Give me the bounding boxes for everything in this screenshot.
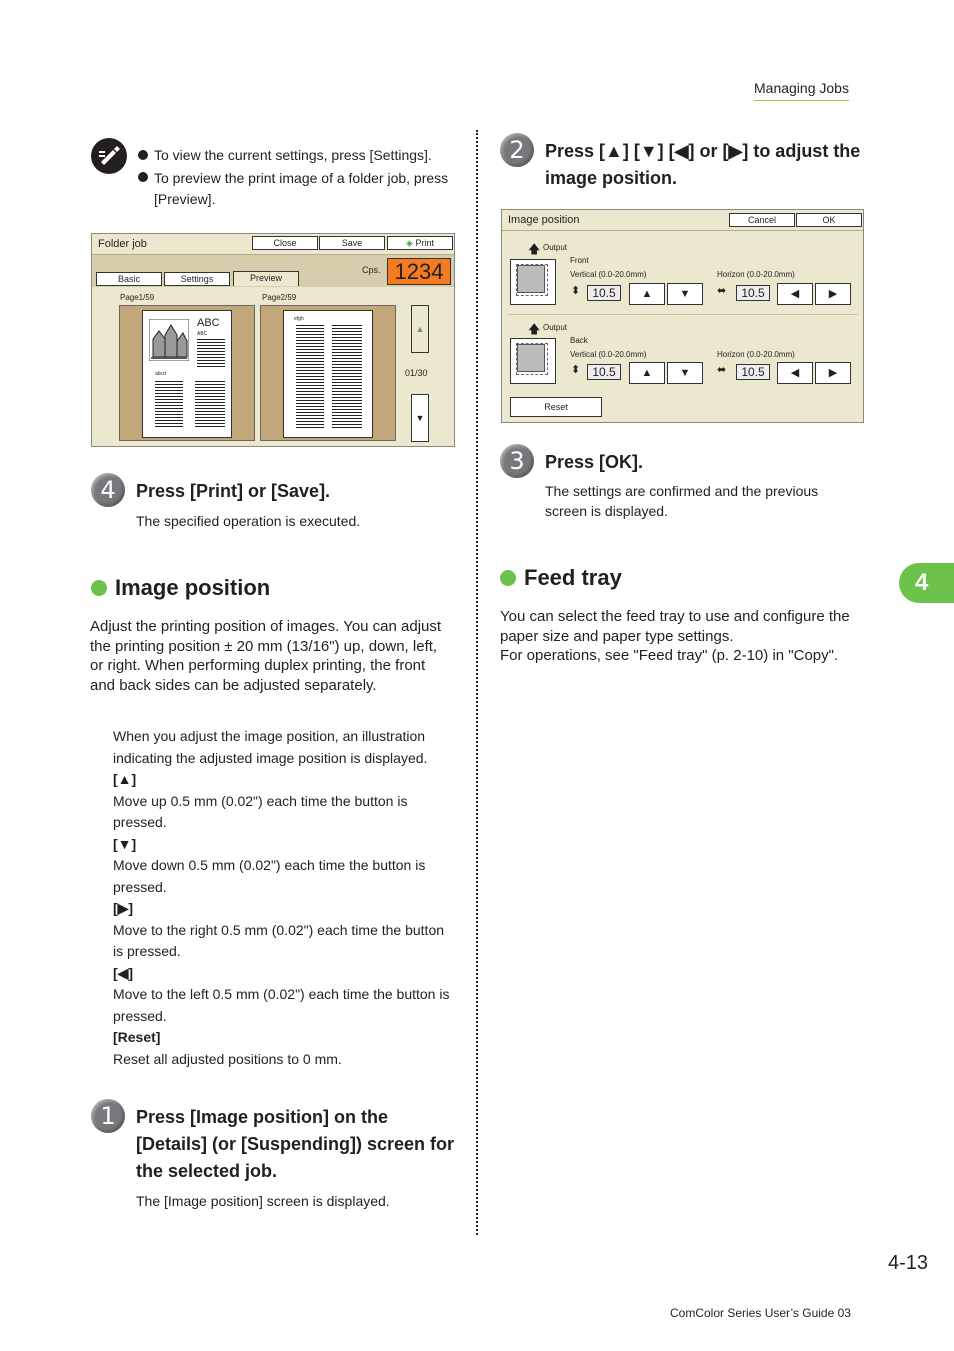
back-label: Back xyxy=(570,336,588,345)
horizon-label: Horizon (0.0-20.0mm) xyxy=(717,350,795,359)
front-up-button[interactable]: ▲ xyxy=(629,283,665,305)
text-lines xyxy=(332,325,362,429)
thumb-small-text: ABC xyxy=(197,331,208,337)
step-title: Press [OK]. xyxy=(545,452,644,472)
item-list xyxy=(113,726,455,1070)
screen-title: Image position xyxy=(508,214,580,226)
front-left-button[interactable]: ◀ xyxy=(777,283,813,305)
thumb-caption: abcd xyxy=(155,371,166,377)
front-illustration xyxy=(510,259,556,305)
output-label: Output xyxy=(543,323,568,332)
folder-job-screen xyxy=(91,233,455,447)
tab-preview[interactable]: Preview xyxy=(233,271,299,286)
horizon-label: Horizon (0.0-20.0mm) xyxy=(717,270,795,279)
output-arrow-icon: 🡅 xyxy=(528,242,541,256)
item-label: [▲] xyxy=(113,771,137,787)
vertical-icon: ⬍ xyxy=(571,364,581,376)
vertical-label: Vertical (0.0-20.0mm) xyxy=(570,350,647,359)
tip-icon xyxy=(91,138,127,174)
page1-label: Page1/59 xyxy=(120,293,155,302)
step-title: Press [Print] or [Save]. xyxy=(136,481,331,501)
step-number: 3 xyxy=(500,444,534,478)
close-button[interactable]: Close xyxy=(252,236,318,250)
step-description: The [Image position] screen is displayed. xyxy=(136,1193,390,1209)
page1-frame xyxy=(119,305,255,441)
step-description: The specified operation is executed. xyxy=(136,513,361,529)
page-down-button[interactable]: ▼ xyxy=(411,394,429,442)
page1-thumbnail xyxy=(142,310,232,438)
section-heading: Feed tray xyxy=(524,565,622,590)
tab-basic[interactable]: Basic xyxy=(96,272,162,286)
text-lines xyxy=(197,339,225,369)
back-up-button[interactable]: ▲ xyxy=(629,362,665,384)
step-description: The settings are confirmed and the previous screen is displayed. xyxy=(545,483,819,519)
cancel-button[interactable]: Cancel xyxy=(729,213,795,227)
save-button[interactable]: Save xyxy=(319,236,385,250)
screen-title: Folder job xyxy=(98,238,147,250)
item-label: [◀] xyxy=(113,964,134,981)
page2-thumbnail xyxy=(283,310,373,438)
reset-button[interactable]: Reset xyxy=(510,397,602,417)
print-label: Print xyxy=(415,238,434,248)
tip-text: To preview the print image of a folder job, press [Preview]. xyxy=(154,170,449,207)
step-number: 4 xyxy=(91,473,125,507)
item-label: [▼] xyxy=(113,835,137,852)
print-button[interactable] xyxy=(387,236,453,250)
item-label: [▶] xyxy=(113,900,134,916)
tab-settings[interactable]: Settings xyxy=(164,272,230,286)
front-down-button[interactable]: ▼ xyxy=(667,283,703,305)
text-lines xyxy=(195,381,225,427)
back-right-button[interactable]: ▶ xyxy=(815,362,851,384)
row-divider xyxy=(508,314,858,315)
section-heading: Image position xyxy=(115,575,271,600)
back-illustration xyxy=(510,338,556,384)
front-right-button[interactable]: ▶ xyxy=(815,283,851,305)
thumb-heading: ABC xyxy=(197,317,220,329)
step-number: 2 xyxy=(500,133,534,167)
text-lines xyxy=(296,325,324,429)
page-counter: 01/30 xyxy=(405,368,428,378)
vertical-icon: ⬍ xyxy=(571,285,581,297)
back-left-button[interactable]: ◀ xyxy=(777,362,813,384)
horizon-icon: ⬌ xyxy=(717,285,727,297)
thumb-caption: efgh xyxy=(294,316,304,322)
image-position-screen xyxy=(501,209,864,423)
item-desc: Reset all adjusted positions to 0 mm. xyxy=(113,1050,342,1067)
page-number: 4-13 xyxy=(888,1252,929,1274)
step-number: 1 xyxy=(91,1099,125,1133)
horizon-icon: ⬌ xyxy=(717,364,727,376)
item-desc: Move to the right 0.5 mm (0.02") each time the button is pressed. xyxy=(113,921,445,959)
back-down-button[interactable]: ▼ xyxy=(667,362,703,384)
chapter-tab: 4 xyxy=(899,563,954,603)
ok-button[interactable]: OK xyxy=(796,213,862,227)
feed-tray-text: You can select the feed tray to use and configure the paper size and paper type settings. xyxy=(500,608,850,645)
text-lines xyxy=(155,381,183,427)
item-desc: Move to the left 0.5 mm (0.02") each time the button is pressed. xyxy=(113,986,450,1024)
item-label: [Reset] xyxy=(113,1029,161,1045)
front-horizon-value: 10.5 xyxy=(736,285,770,301)
building-image xyxy=(149,319,189,361)
page2-frame xyxy=(260,305,396,441)
cps-counter: 1234 xyxy=(387,258,451,285)
footer-text: ComColor Series User’s Guide 03 xyxy=(670,1306,851,1320)
back-horizon-value: 10.5 xyxy=(736,364,770,380)
column-divider xyxy=(476,130,478,1235)
section-bullet-icon xyxy=(500,570,516,586)
tip-text: To view the current settings, press [Settings]. xyxy=(154,147,432,163)
output-arrow-icon: 🡅 xyxy=(528,322,541,336)
item-desc: Move down 0.5 mm (0.02") each time the button is pressed. xyxy=(113,857,426,895)
note-text: When you adjust the image position, an illustration indicating the adjusted image position is displayed. xyxy=(113,728,428,766)
item-desc: Move up 0.5 mm (0.02") each time the button is pressed. xyxy=(113,792,408,830)
front-vertical-value: 10.5 xyxy=(587,285,621,301)
page-up-button[interactable]: ▲ xyxy=(411,305,429,353)
back-vertical-value: 10.5 xyxy=(587,364,621,380)
step-title: Press [Image position] on the [Details] (or [Suspending]) screen for the selected job. xyxy=(136,1107,455,1181)
page2-label: Page2/59 xyxy=(262,293,297,302)
cps-label: Cps. xyxy=(362,265,381,275)
front-label: Front xyxy=(570,256,589,265)
step-title: Press [▲] [▼] [◀] or [▶] to adjust the image position. xyxy=(545,141,861,188)
section-header: Managing Jobs xyxy=(754,80,849,101)
section-bullet-icon xyxy=(91,580,107,596)
bullet xyxy=(138,150,148,160)
bullet xyxy=(138,172,148,182)
feed-tray-reference: For operations, see "Feed tray" (p. 2-10) in "Copy". xyxy=(500,647,839,664)
print-icon: ◈ xyxy=(406,238,413,248)
output-label: Output xyxy=(543,243,568,252)
section-intro: Adjust the printing position of images. You can adjust the printing position ± 20 mm (13/16") up, down, left, or right. When performing duplex printing, the front and back sides can be adjusted separately. xyxy=(90,618,442,694)
vertical-label: Vertical (0.0-20.0mm) xyxy=(570,270,647,279)
